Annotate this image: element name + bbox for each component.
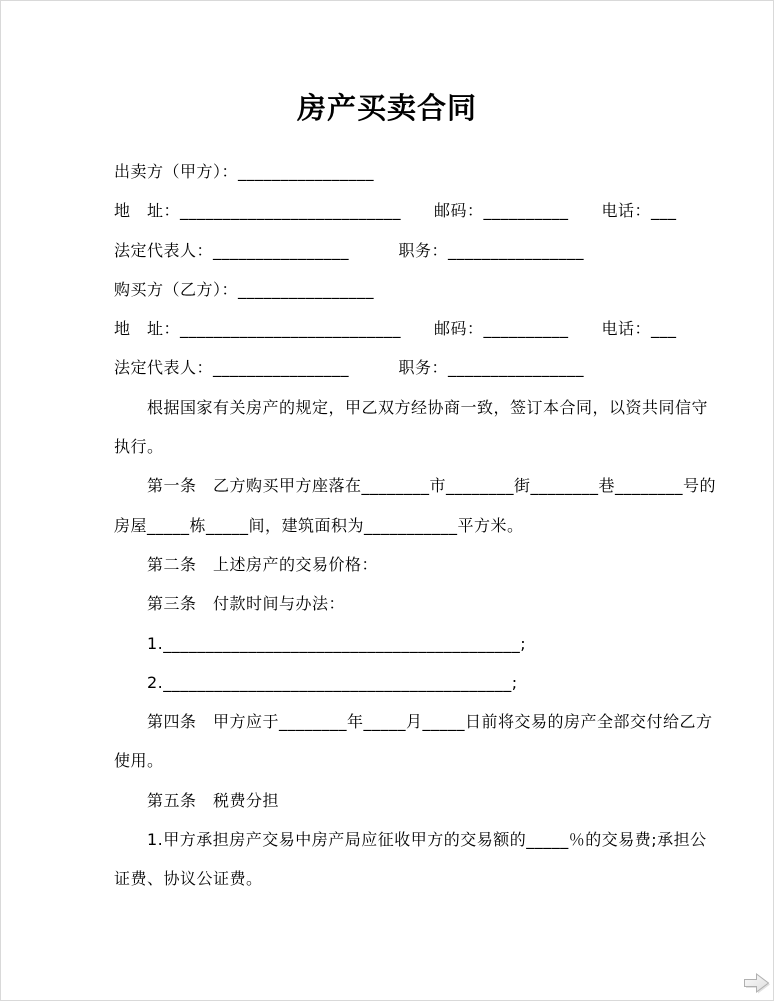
seller-address-line: 地 址：__________________________ 邮码：__________ 电话：___ bbox=[114, 201, 677, 221]
document-body bbox=[114, 152, 773, 899]
article-1-line-2: 房屋_____栋_____间，建筑面积为___________平方米。 bbox=[114, 515, 524, 535]
next-page-arrow-icon[interactable] bbox=[742, 970, 772, 998]
article-5-item-1-line-1: 1.甲方承担房产交易中房产局应征收甲方的交易额的_____％的交易费;承担公 bbox=[114, 830, 707, 850]
preamble-line-1: 根据国家有关房产的规定，甲乙双方经协商一致，签订本合同，以资共同信守 bbox=[114, 397, 709, 417]
document-title: 房产买卖合同 bbox=[296, 91, 477, 125]
payment-item-2-line: 2._________________________________________; bbox=[114, 672, 518, 692]
buyer-party-line: 购买方（乙方）：________________ bbox=[114, 279, 375, 299]
article-5-heading-line: 第五条 税费分担 bbox=[114, 790, 280, 810]
article-4-line-2: 使用。 bbox=[114, 751, 164, 771]
arrow-body bbox=[745, 974, 769, 992]
article-5-item-1-line-2: 证费、协议公证费。 bbox=[114, 869, 263, 889]
seller-representative-line: 法定代表人：________________ 职务：________________ bbox=[114, 240, 585, 260]
article-3-line: 第三条 付款时间与办法： bbox=[114, 594, 346, 614]
buyer-representative-line: 法定代表人：________________ 职务：________________ bbox=[114, 358, 585, 378]
seller-party-line: 出卖方（甲方）：________________ bbox=[114, 162, 375, 181]
article-4-line-1: 第四条 甲方应于________年_____月_____日前将交易的房产全部交付给乙方 bbox=[114, 712, 713, 732]
preamble-line-2: 执行。 bbox=[114, 437, 164, 457]
article-2-line: 第二条 上述房产的交易价格： bbox=[114, 554, 379, 574]
article-1-line-1: 第一条 乙方购买甲方座落在________市________街________巷________号的 bbox=[114, 476, 717, 496]
payment-item-1-line: 1.__________________________________________; bbox=[114, 633, 527, 653]
buyer-address-line: 地 址：__________________________ 邮码：__________ 电话：___ bbox=[114, 319, 677, 339]
